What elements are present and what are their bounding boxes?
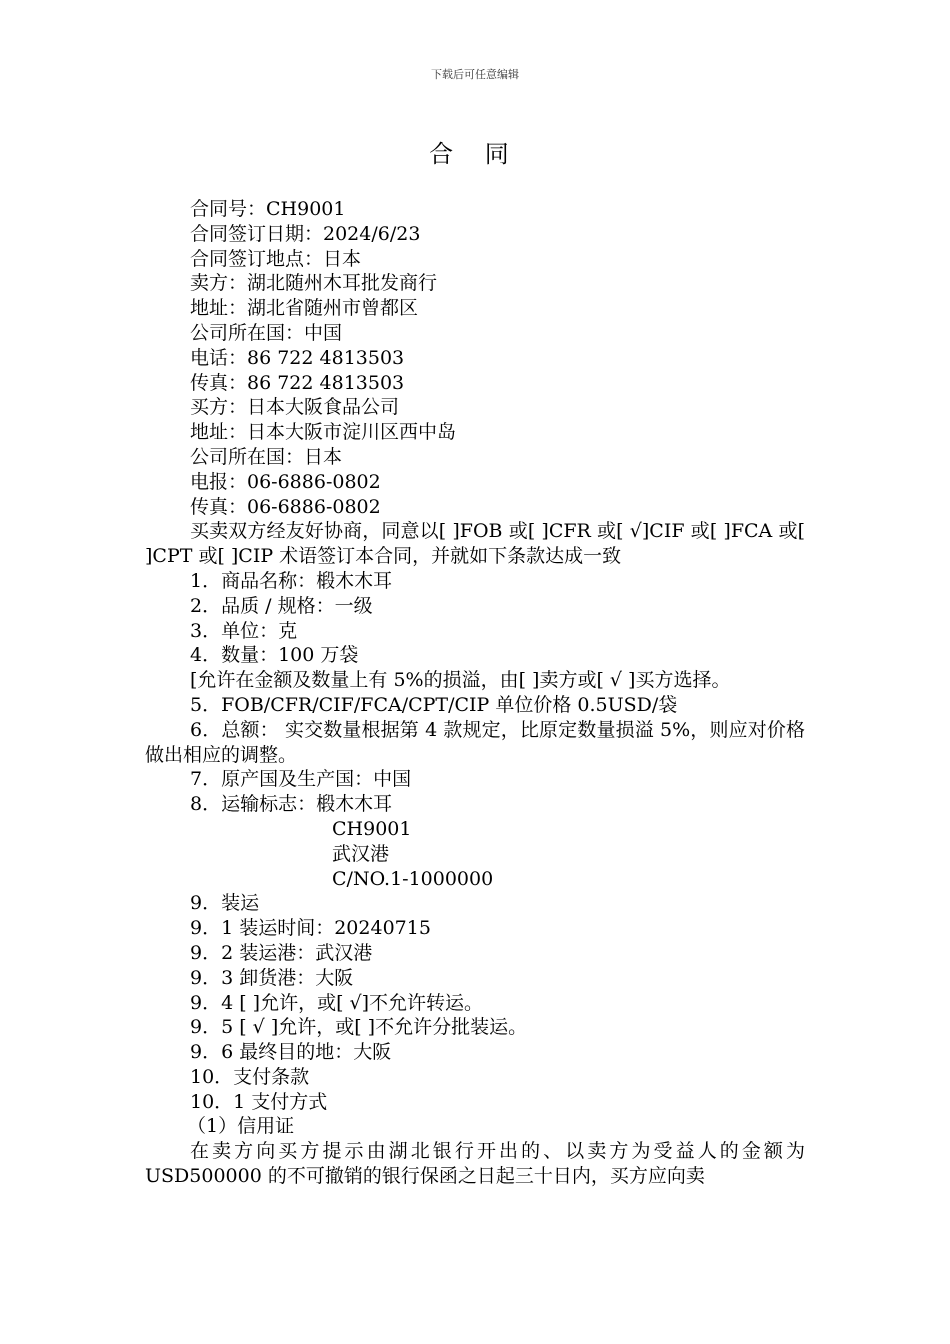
sign-date: 合同签订日期：2024/6/23	[190, 222, 421, 245]
clause-9: 9．装运	[190, 892, 260, 915]
clause-9-1: 9．1 装运时间：20240715	[190, 917, 431, 940]
seller-fax: 传真：86 722 4813503	[190, 371, 405, 394]
clause-9-6: 9．6 最终目的地：大阪	[190, 1041, 392, 1064]
seller-name: 卖方：湖北随州木耳批发商行	[190, 272, 438, 295]
letter-of-credit-text: 在卖方向买方提示由湖北银行开出的、以卖方为受益人的金额为 USD500000 的不可撤销的银行保函之日起三十日内，买方应向卖	[145, 1140, 805, 1188]
clause-4: 4．数量：100 万袋	[190, 644, 359, 667]
contract-number: 合同号：CH9001	[190, 198, 346, 220]
clause-5: 5．FOB/CFR/CIF/FCA/CPT/CIP 单位价格 0.5USD/袋	[190, 693, 678, 716]
clause-4-note: [允许在金额及数量上有 5%的损溢，由[ ]卖方或[ √ ]买方选择。	[190, 669, 731, 692]
clause-8-mark-line: CH9001	[332, 817, 412, 840]
clause-6: 6．总额： 实交数量根据第 4 款规定，比原定数量损溢 5%，则应对价格做出相应的调整。	[145, 718, 805, 766]
clause-1: 1．商品名称：椴木木耳	[190, 569, 393, 592]
clause-8-mark-line: C/NO.1-1000000	[332, 867, 494, 890]
buyer-address: 地址：日本大阪市淀川区西中岛	[190, 421, 457, 444]
clause-9-4: 9．4 [ ]允许，或[ √]不允许转运。	[190, 991, 484, 1014]
contract-body	[145, 197, 805, 1189]
clause-10: 10．支付条款	[190, 1065, 310, 1088]
seller-address: 地址：湖北省随州市曾都区	[190, 297, 419, 320]
clause-3: 3．单位：克	[190, 619, 298, 642]
buyer-country: 公司所在国：日本	[190, 445, 343, 468]
seller-country: 公司所在国：中国	[190, 321, 343, 344]
clause-9-3: 9．3 卸货港：大阪	[190, 966, 354, 989]
buyer-cable: 电报：06-6886-0802	[190, 470, 381, 493]
clause-8-mark-line: 武汉港	[332, 842, 390, 865]
clause-2: 2．品质 / 规格：一级	[190, 594, 373, 617]
clause-9-2: 9．2 装运港：武汉港	[190, 941, 373, 964]
buyer-name: 买方：日本大阪食品公司	[190, 396, 400, 419]
sign-place: 合同签订地点：日本	[190, 247, 362, 270]
seller-phone: 电话：86 722 4813503	[190, 346, 405, 369]
clause-10-1: 10．1 支付方式	[190, 1090, 328, 1113]
buyer-fax: 传真：06-6886-0802	[190, 495, 381, 518]
page-header: 下载后可任意编辑	[431, 68, 519, 81]
letter-of-credit-heading: （1）信用证	[187, 1115, 295, 1138]
terms-intro: 买卖双方经友好协商，同意以[ ]FOB 或[ ]CFR 或[ √]CIF 或[ ]FCA 或[ ]CPT 或[ ]CIP 术语签订本合同，并就如下条款达成一致	[145, 520, 805, 568]
clause-8: 8．运输标志：椴木木耳	[190, 793, 393, 816]
clause-9-5: 9．5 [ √ ]允许，或[ ]不允许分批装运。	[190, 1016, 528, 1039]
clause-7: 7．原产国及生产国：中国	[190, 768, 412, 791]
document-title: 合 同	[429, 140, 521, 168]
